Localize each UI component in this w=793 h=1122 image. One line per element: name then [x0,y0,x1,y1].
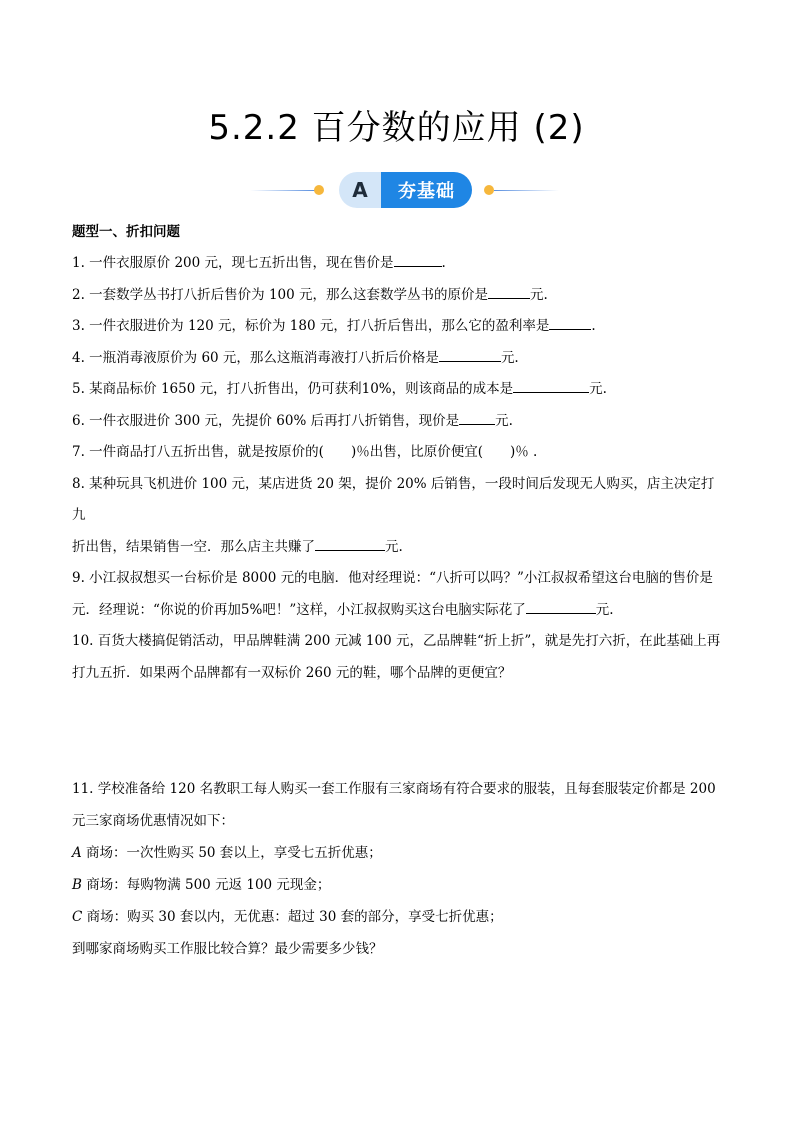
question-text: 3. 一件衣服进价为 120 元，标价为 180 元，打八折后售出，那么它的盈利率是 [72,318,550,334]
question-text-end: . [441,255,446,271]
banner-dot-right [484,185,494,195]
question-prompt: 到哪家商场购买工作服比较合算？最少需要多少钱？ [72,941,383,957]
question-text: 10. 百货大楼搞促销活动，甲品牌鞋满 200 元减 100 元，乙品牌鞋“折上折”，就是先打六折，在此基础上再 [72,633,721,649]
question-text-end: . [591,318,596,334]
question-1 [72,248,724,280]
question-text-end: 元. [595,601,614,618]
question-3 [72,311,724,343]
store-c-text: 商场：购买 30 套以内，无优惠：超过 30 套的部分，享受七折优惠； [82,909,503,925]
answer-blank[interactable] [488,283,530,299]
answer-blank[interactable] [459,409,495,425]
question-text-end: 元. [530,286,548,303]
question-10 [72,626,724,689]
question-text: 11. 学校准备给 120 名教职工每人购买一套工作服有三家商场有符合要求的服装，且每套服装定价都是 200 [72,781,716,797]
question-8 [72,469,724,564]
store-c-label: C [72,909,83,925]
store-b-label: B [72,877,82,893]
question-text: 5. 某商品标价 1650 元，打八折售出，仍可获利10%，则该商品的成本是 [72,381,514,397]
question-7 [72,437,724,469]
question-text-end: 元. [500,349,519,366]
banner-dot-left [314,185,324,195]
question-5 [72,374,724,406]
answer-blank[interactable] [526,598,596,614]
level-badge [339,172,472,208]
banner-line-left [250,190,315,191]
question-text: 1. 一件衣服原价 200 元，现七五折出售，现在售价是 [72,255,394,271]
question-4 [72,343,724,375]
level-letter: A [339,172,381,208]
store-c-offer [72,901,724,933]
page-title: 5.2.2 百分数的应用 (2) [208,108,585,148]
question-text: 9. 小江叔叔想买一台标价是 8000 元的电脑．他对经理说：“八折可以吗？”小江叔叔希望这台电脑的售价是 [72,570,713,586]
question-2 [72,280,724,312]
question-text: 4. 一瓶消毒液原价为 60 元，那么这瓶消毒液打八折后价格是 [72,349,439,366]
answer-space[interactable] [72,689,724,773]
question-text: 元三家商场优惠情况如下： [72,813,234,829]
question-6 [72,406,724,438]
question-text-end: 元. [589,381,607,397]
question-9 [72,563,724,626]
section-title: 题型一、折扣问题 [72,224,180,240]
store-a-label: A [72,845,82,861]
answer-blank[interactable] [513,377,589,393]
question-text: 6. 一件衣服进价 300 元，先提价 60% 后再打八折销售，现价是 [72,412,460,429]
level-label: 夯基础 [381,172,472,208]
question-list [72,222,724,965]
level-banner [0,170,793,210]
question-text-end: 元. [385,538,403,555]
answer-blank[interactable] [315,535,385,551]
banner-line-right [494,190,559,191]
store-a-offer [72,837,724,869]
question-text: 元．经理说：“你说的价再加5%吧！”这样，小江叔叔购买这台电脑实际花了 [72,601,526,618]
question-text: 8. 某种玩具飞机进价 100 元，某店进货 20 架，提价 20% 后销售，一段时间后发现无人购买，店主决定打九 [72,475,715,523]
question-text-end: 元. [495,412,513,429]
question-text: 7. 一件商品打八五折出售，就是按原价的( )％出售，比原价便宜( )％ . [72,444,538,460]
store-a-text: 商场：一次性购买 50 套以上，享受七五折优惠； [81,845,382,861]
answer-blank[interactable] [439,346,501,362]
question-11 [72,773,724,965]
question-text: 2. 一套数学丛书打八折后售价为 100 元，那么这套数学丛书的原价是 [72,286,489,303]
answer-blank[interactable] [549,314,591,330]
question-text: 打九五折．如果两个品牌都有一双标价 260 元的鞋，哪个品牌的更便宜？ [72,664,512,681]
store-b-offer [72,869,724,901]
question-text: 折出售，结果销售一空．那么店主共赚了 [72,538,315,555]
answer-blank[interactable] [394,251,442,267]
store-b-text: 商场：每购物满 500 元返 100 元现金； [81,877,331,893]
